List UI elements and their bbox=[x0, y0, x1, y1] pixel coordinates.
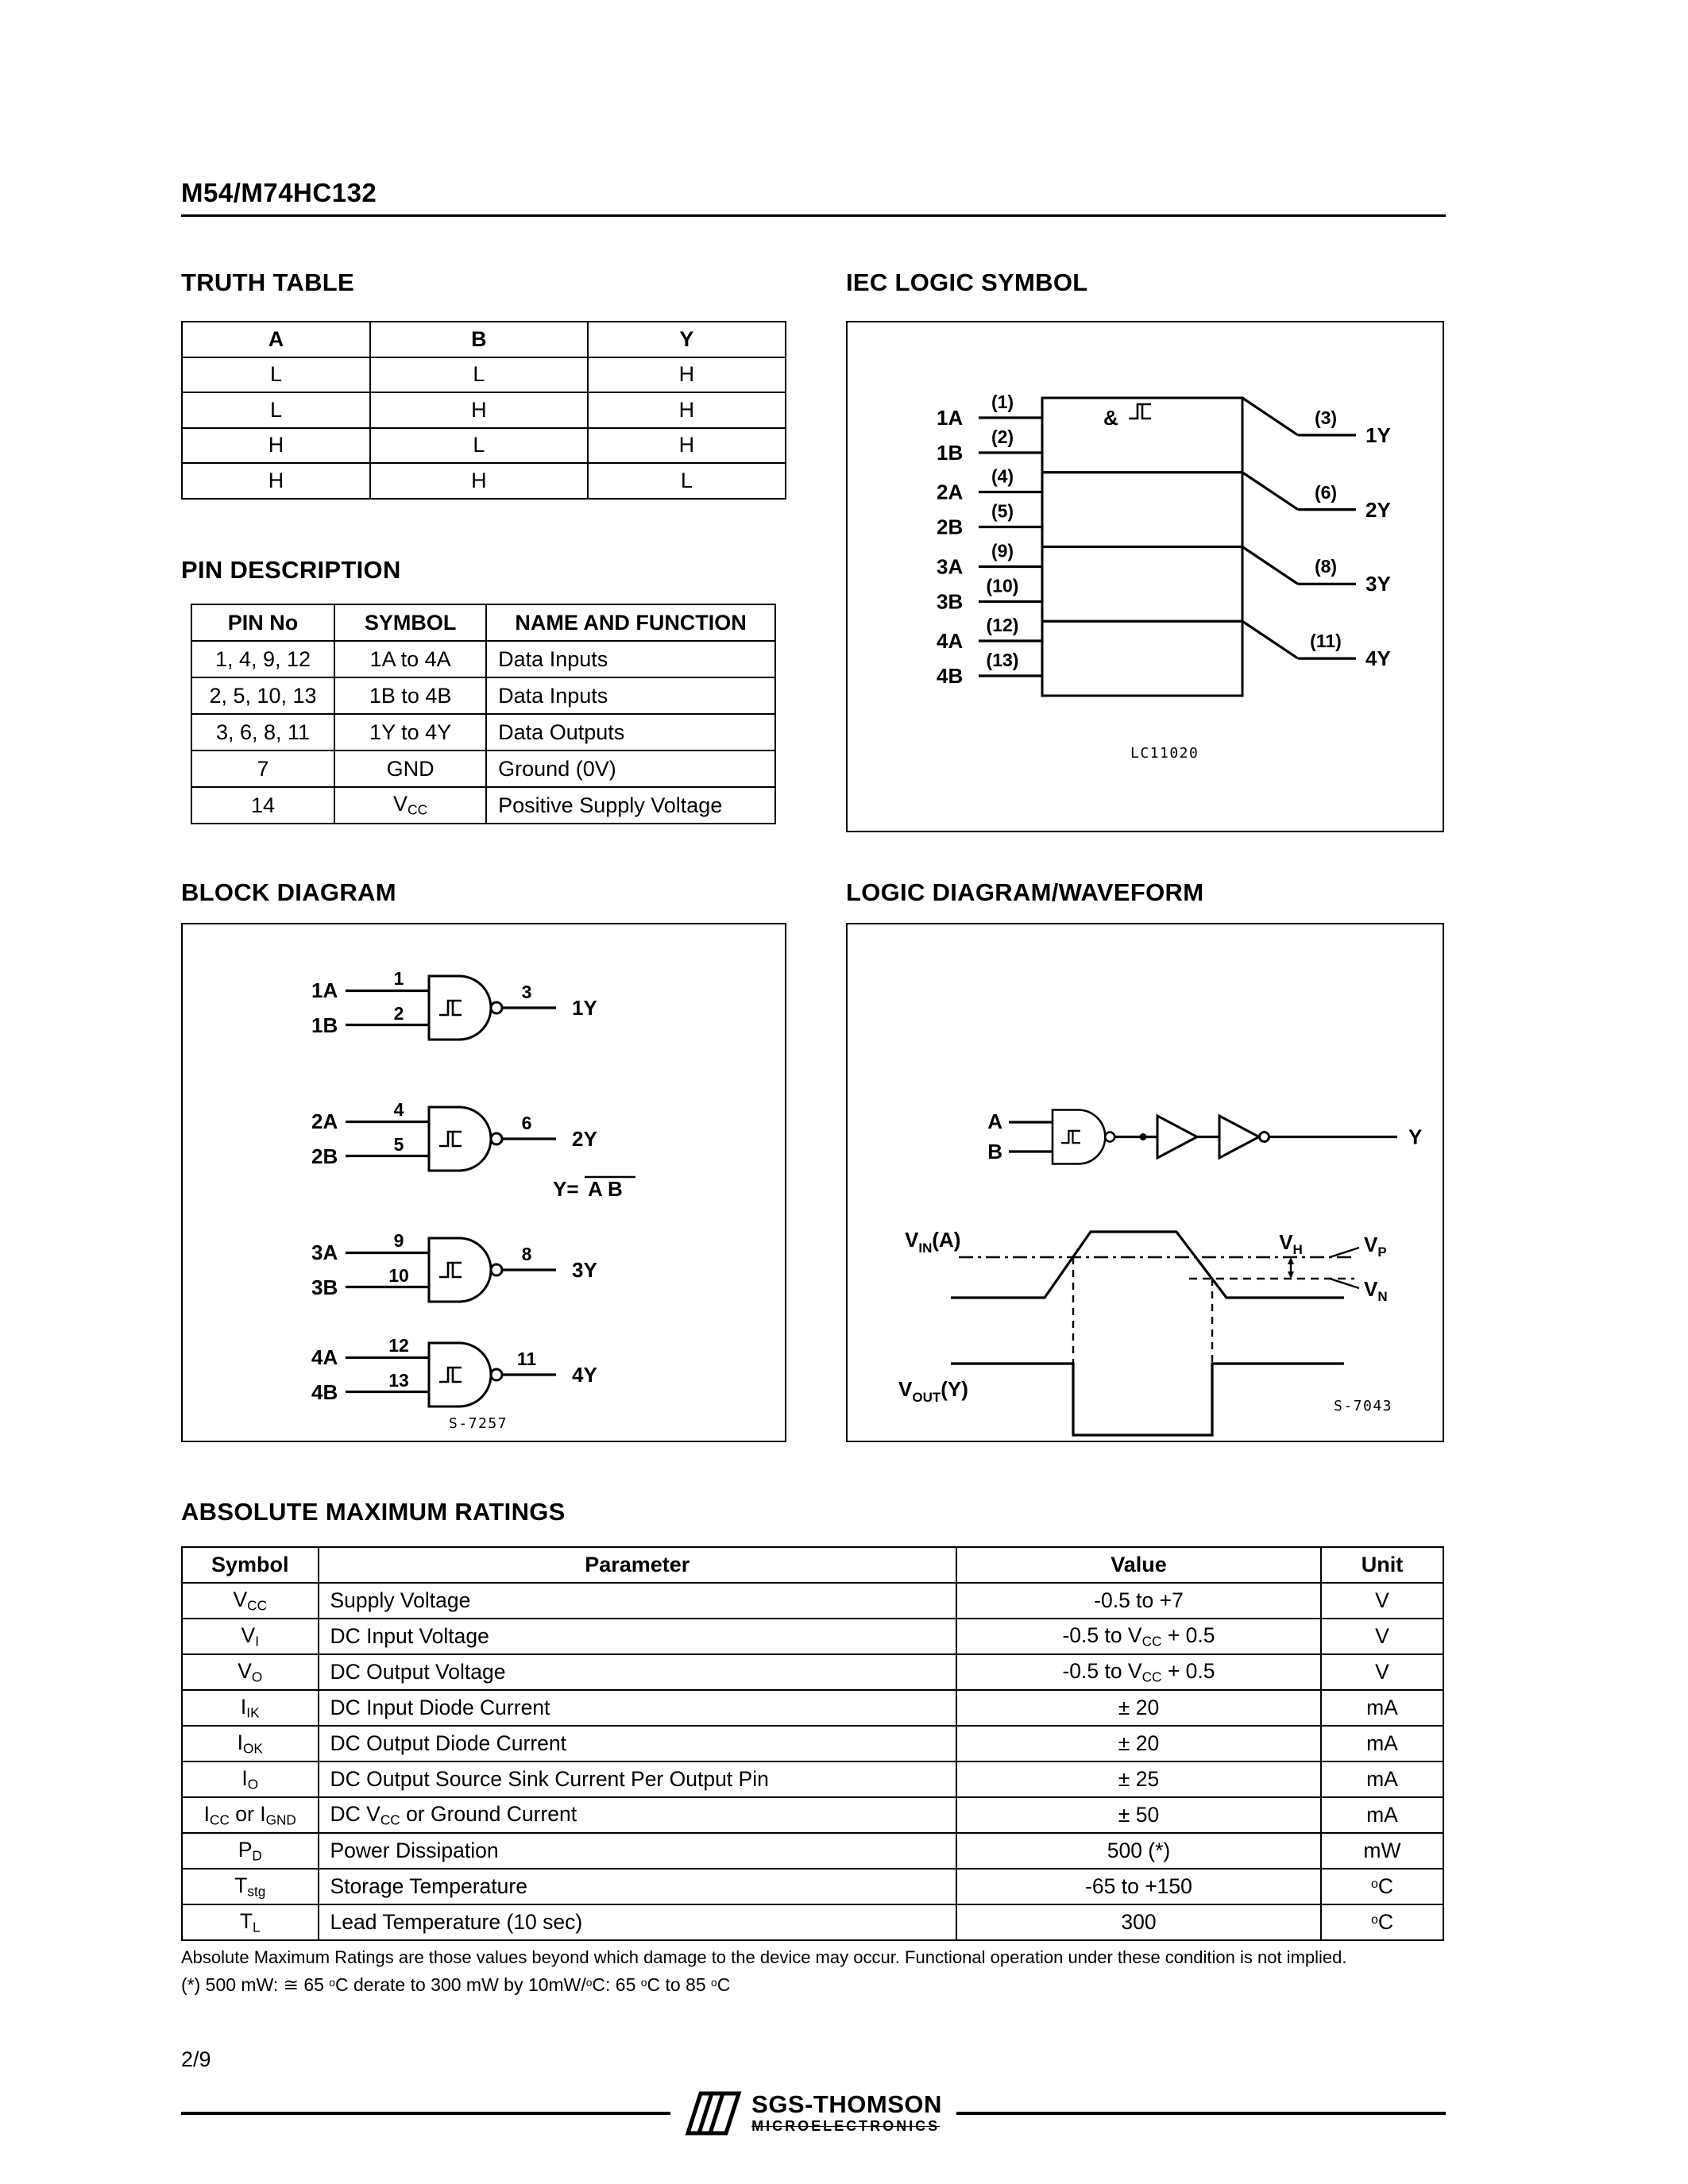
page-title: M54/M74HC132 bbox=[181, 178, 377, 207]
svg-text:2: 2 bbox=[393, 1003, 404, 1024]
nand-equation bbox=[553, 1177, 635, 1201]
svg-text:1A: 1A bbox=[311, 978, 338, 1002]
svg-text:4Y: 4Y bbox=[1365, 646, 1391, 670]
svg-text:12: 12 bbox=[388, 1335, 409, 1356]
table-row bbox=[191, 787, 775, 824]
column-header: Unit bbox=[1321, 1547, 1443, 1583]
column-header: NAME AND FUNCTION bbox=[486, 604, 775, 641]
svg-text:4B: 4B bbox=[937, 664, 964, 688]
svg-text:3B: 3B bbox=[311, 1275, 338, 1299]
table-cell: Storage Temperature bbox=[319, 1869, 957, 1904]
table-cell: mA bbox=[1321, 1726, 1443, 1761]
table-row bbox=[191, 641, 775, 677]
svg-text:9: 9 bbox=[393, 1230, 404, 1251]
svg-text:1B: 1B bbox=[311, 1013, 338, 1037]
inverter-icon bbox=[1219, 1116, 1259, 1158]
table-row bbox=[182, 1869, 1443, 1904]
table-cell: Supply Voltage bbox=[319, 1583, 957, 1619]
vn-label: $V_N$ bbox=[1364, 1277, 1388, 1304]
table-cell: ± 25 bbox=[956, 1761, 1321, 1797]
svg-text:1: 1 bbox=[393, 968, 404, 989]
iec-inputs bbox=[937, 392, 1042, 688]
table-cell: V bbox=[1321, 1619, 1443, 1654]
table-cell: $^o$C bbox=[1321, 1904, 1443, 1940]
vp-label: $V_P$ bbox=[1364, 1233, 1387, 1260]
table-cell: $I_O$ bbox=[182, 1761, 319, 1797]
table-cell: $T_{stg}$ bbox=[182, 1869, 319, 1904]
table-cell: Power Dissipation bbox=[319, 1833, 957, 1869]
table-cell: Data Outputs bbox=[486, 714, 775, 751]
table-cell: 300 bbox=[956, 1904, 1321, 1940]
svg-text:(10): (10) bbox=[986, 575, 1019, 596]
iec-figure-code: LC11020 bbox=[1130, 745, 1199, 762]
table-cell: H bbox=[588, 357, 786, 393]
svg-text:2B: 2B bbox=[937, 515, 964, 539]
table-row bbox=[191, 751, 775, 787]
svg-text:3A: 3A bbox=[311, 1241, 338, 1264]
table-cell: -0.5 to $V_{CC} + 0.5$ bbox=[956, 1619, 1321, 1654]
svg-text:3Y: 3Y bbox=[1365, 572, 1391, 596]
svg-text:1Y: 1Y bbox=[1365, 423, 1391, 447]
iec-and-label: & bbox=[1103, 406, 1118, 430]
svg-text:2A: 2A bbox=[937, 480, 964, 504]
svg-text:A: A bbox=[987, 1109, 1002, 1133]
table-cell: 500 (*) bbox=[956, 1833, 1321, 1869]
svg-text:5: 5 bbox=[393, 1134, 404, 1155]
table-cell: -0.5 to $V_{CC} + 0.5$ bbox=[956, 1654, 1321, 1690]
table-cell: 7 bbox=[191, 751, 334, 787]
table-cell: H bbox=[182, 428, 370, 464]
table-cell: ± 20 bbox=[956, 1690, 1321, 1726]
block-diagram bbox=[183, 924, 784, 1440]
footer-rule-left bbox=[181, 2112, 670, 2115]
table-cell: 1B to 4B bbox=[334, 677, 486, 714]
svg-text:(5): (5) bbox=[991, 500, 1014, 522]
table-cell: H bbox=[370, 463, 588, 499]
table-row bbox=[182, 1797, 1443, 1833]
column-header: Symbol bbox=[182, 1547, 319, 1583]
column-header: B bbox=[370, 322, 588, 357]
truth-table bbox=[181, 321, 786, 500]
table-cell: -65 to +150 bbox=[956, 1869, 1321, 1904]
table-cell: L bbox=[182, 392, 370, 428]
derating-note: (*) 500 mW: ≅ 65 $^o$C derate to 300 mW by 10mW/$^o$C: 65 $^o$C to 85 $^o$C bbox=[181, 1974, 731, 1995]
svg-text:Y: Y bbox=[1408, 1125, 1423, 1149]
table-row bbox=[182, 1654, 1443, 1690]
svg-text:4A: 4A bbox=[937, 629, 964, 653]
table-cell: $V_I$ bbox=[182, 1619, 319, 1654]
svg-text:1Y: 1Y bbox=[572, 996, 597, 1020]
svg-text:3A: 3A bbox=[937, 554, 964, 579]
inverter-bubble bbox=[1260, 1133, 1269, 1142]
table-cell: Positive Supply Voltage bbox=[486, 787, 775, 824]
table-row bbox=[182, 392, 786, 428]
svg-text:(9): (9) bbox=[991, 540, 1014, 561]
table-row bbox=[182, 1833, 1443, 1869]
table-cell: L bbox=[182, 357, 370, 393]
nand-gate-1 bbox=[311, 968, 597, 1040]
title-rule bbox=[181, 214, 1446, 217]
table-cell: $I_{IK}$ bbox=[182, 1690, 319, 1726]
svg-text:(3): (3) bbox=[1314, 407, 1338, 428]
svg-text:4: 4 bbox=[393, 1099, 404, 1120]
svg-text:3B: 3B bbox=[937, 589, 964, 614]
svg-text:(6): (6) bbox=[1314, 482, 1338, 503]
svg-text:(1): (1) bbox=[991, 392, 1014, 412]
table-cell: V bbox=[1321, 1654, 1443, 1690]
page-footer bbox=[181, 2089, 1446, 2138]
brand-name: SGS-THOMSON bbox=[751, 2090, 942, 2119]
nand-gate-4 bbox=[311, 1335, 597, 1406]
vout-label: $V_{OUT}(Y)$ bbox=[898, 1377, 968, 1405]
svg-text:4B: 4B bbox=[311, 1380, 338, 1404]
table-row bbox=[182, 463, 786, 499]
table-cell: Ground (0V) bbox=[486, 751, 775, 787]
table-cell: DC Output Source Sink Current Per Output Pin bbox=[319, 1761, 957, 1797]
nand-gate-3 bbox=[311, 1230, 597, 1302]
table-row bbox=[182, 1583, 1443, 1619]
svg-text:2B: 2B bbox=[311, 1144, 338, 1168]
table-cell: 1Y to 4Y bbox=[334, 714, 486, 751]
table-cell: DC Output Diode Current bbox=[319, 1726, 957, 1761]
block-diagram-heading: BLOCK DIAGRAM bbox=[181, 878, 396, 906]
table-cell: $V_{CC}$ bbox=[182, 1583, 319, 1619]
waveform bbox=[898, 1228, 1388, 1435]
svg-text:6: 6 bbox=[521, 1113, 532, 1133]
table-cell: mA bbox=[1321, 1761, 1443, 1797]
table-cell: 2, 5, 10, 13 bbox=[191, 677, 334, 714]
logic-diagram-heading: LOGIC DIAGRAM/WAVEFORM bbox=[846, 878, 1204, 906]
sgs-thomson-logo bbox=[685, 2089, 942, 2138]
table-row bbox=[182, 357, 786, 393]
iec-box bbox=[846, 321, 1444, 832]
abs-max-table bbox=[181, 1546, 1444, 1941]
table-row bbox=[182, 1761, 1443, 1797]
table-cell: V bbox=[1321, 1583, 1443, 1619]
svg-text:Y=: Y= bbox=[553, 1177, 579, 1201]
table-row bbox=[182, 1904, 1443, 1940]
svg-text:11: 11 bbox=[516, 1349, 537, 1369]
table-cell: Lead Temperature (10 sec) bbox=[319, 1904, 957, 1940]
page-number: 2/9 bbox=[181, 2047, 211, 2071]
logic-figure-code: S-7043 bbox=[1334, 1398, 1393, 1414]
table-cell: L bbox=[370, 357, 588, 393]
table-cell: -0.5 to +7 bbox=[956, 1583, 1321, 1619]
svg-text:2Y: 2Y bbox=[572, 1127, 597, 1151]
svg-text:1A: 1A bbox=[937, 406, 964, 430]
column-header: SYMBOL bbox=[334, 604, 486, 641]
footer-rule-right bbox=[956, 2112, 1446, 2115]
svg-text:B: B bbox=[987, 1140, 1002, 1163]
table-row bbox=[182, 428, 786, 464]
table-cell: DC Input Voltage bbox=[319, 1619, 957, 1654]
block-figure-code: S-7257 bbox=[449, 1415, 508, 1432]
svg-text:8: 8 bbox=[521, 1244, 532, 1264]
svg-text:(11): (11) bbox=[1310, 631, 1342, 651]
table-row bbox=[182, 1619, 1443, 1654]
svg-text:(2): (2) bbox=[991, 426, 1014, 447]
nand-gate-2 bbox=[311, 1099, 597, 1171]
iec-outputs bbox=[1242, 398, 1391, 670]
column-header: Parameter bbox=[319, 1547, 957, 1583]
svg-text:3: 3 bbox=[521, 982, 532, 1002]
table-cell: GND bbox=[334, 751, 486, 787]
svg-text:2A: 2A bbox=[311, 1109, 338, 1133]
abs-max-heading: ABSOLUTE MAXIMUM RATINGS bbox=[181, 1498, 566, 1526]
table-cell: 14 bbox=[191, 787, 334, 824]
svg-text:(13): (13) bbox=[986, 650, 1019, 670]
svg-text:(12): (12) bbox=[986, 615, 1019, 635]
table-cell: mW bbox=[1321, 1833, 1443, 1869]
table-cell: L bbox=[588, 463, 786, 499]
abs-max-note: Absolute Maximum Ratings are those values beyond which damage to the device may occur. Functional operation under these condition is not implied. bbox=[181, 1947, 1347, 1967]
table-cell: ± 50 bbox=[956, 1797, 1321, 1833]
svg-text:1B: 1B bbox=[937, 441, 964, 465]
table-cell: DC $V_{CC}$ or Ground Current bbox=[319, 1797, 957, 1833]
table-cell: 1A to 4A bbox=[334, 641, 486, 677]
table-row bbox=[182, 1726, 1443, 1761]
table-cell: mA bbox=[1321, 1797, 1443, 1833]
buffer-icon bbox=[1157, 1116, 1197, 1158]
table-header-row bbox=[191, 604, 775, 641]
block-diagram-box bbox=[181, 923, 786, 1442]
table-cell: $I_{OK}$ bbox=[182, 1726, 319, 1761]
table-cell: $P_D$ bbox=[182, 1833, 319, 1869]
table-cell: mA bbox=[1321, 1690, 1443, 1726]
column-header: Y bbox=[588, 322, 786, 357]
iec-symbol-diagram bbox=[848, 322, 1442, 830]
table-cell: DC Input Diode Current bbox=[319, 1690, 957, 1726]
vh-label: $V_H$ bbox=[1279, 1230, 1303, 1257]
table-cell: L bbox=[370, 428, 588, 464]
table-cell: 1, 4, 9, 12 bbox=[191, 641, 334, 677]
table-cell: $I_{CC}$ or $I_{GND}$ bbox=[182, 1797, 319, 1833]
svg-text:(4): (4) bbox=[991, 465, 1014, 487]
table-cell: $V_O$ bbox=[182, 1654, 319, 1690]
table-cell: $V_{CC}$ bbox=[334, 787, 486, 824]
pin-description-table bbox=[191, 604, 776, 824]
table-cell: ± 20 bbox=[956, 1726, 1321, 1761]
svg-text:10: 10 bbox=[388, 1265, 409, 1286]
table-cell: $^o$C bbox=[1321, 1869, 1443, 1904]
logic-diagram-waveform bbox=[848, 924, 1442, 1440]
svg-text:(8): (8) bbox=[1314, 556, 1338, 577]
table-cell: H bbox=[182, 463, 370, 499]
st-logo-icon bbox=[685, 2089, 742, 2138]
table-cell: 3, 6, 8, 11 bbox=[191, 714, 334, 751]
pin-description-heading: PIN DESCRIPTION bbox=[181, 556, 401, 584]
brand-subtitle: MICROELECTRONICS bbox=[751, 2117, 941, 2134]
svg-text:3Y: 3Y bbox=[572, 1258, 597, 1282]
table-cell: H bbox=[370, 392, 588, 428]
svg-text:4A: 4A bbox=[311, 1345, 338, 1369]
iec-heading: IEC LOGIC SYMBOL bbox=[846, 268, 1088, 296]
table-cell: Data Inputs bbox=[486, 677, 775, 714]
table-header-row bbox=[182, 1547, 1443, 1583]
table-row bbox=[191, 714, 775, 751]
table-cell: Data Inputs bbox=[486, 641, 775, 677]
svg-text:4Y: 4Y bbox=[572, 1363, 597, 1387]
svg-text:A B: A B bbox=[588, 1177, 623, 1201]
table-cell: $T_L$ bbox=[182, 1904, 319, 1940]
svg-text:13: 13 bbox=[388, 1370, 409, 1391]
column-header: PIN No bbox=[191, 604, 334, 641]
vin-label: $V_{IN}(A)$ bbox=[905, 1228, 961, 1256]
logic-diagram-box bbox=[846, 923, 1444, 1442]
wire-junction-dot bbox=[1140, 1133, 1147, 1140]
logic-gate-chain bbox=[987, 1109, 1422, 1164]
table-header-row bbox=[182, 322, 786, 357]
output-waveform-trace bbox=[951, 1364, 1344, 1435]
table-row bbox=[191, 677, 775, 714]
column-header: A bbox=[182, 322, 370, 357]
truth-table-heading: TRUTH TABLE bbox=[181, 268, 354, 296]
svg-text:2Y: 2Y bbox=[1365, 498, 1391, 522]
table-cell: H bbox=[588, 428, 786, 464]
table-cell: DC Output Voltage bbox=[319, 1654, 957, 1690]
table-cell: H bbox=[588, 392, 786, 428]
column-header: Value bbox=[956, 1547, 1321, 1583]
table-row bbox=[182, 1690, 1443, 1726]
